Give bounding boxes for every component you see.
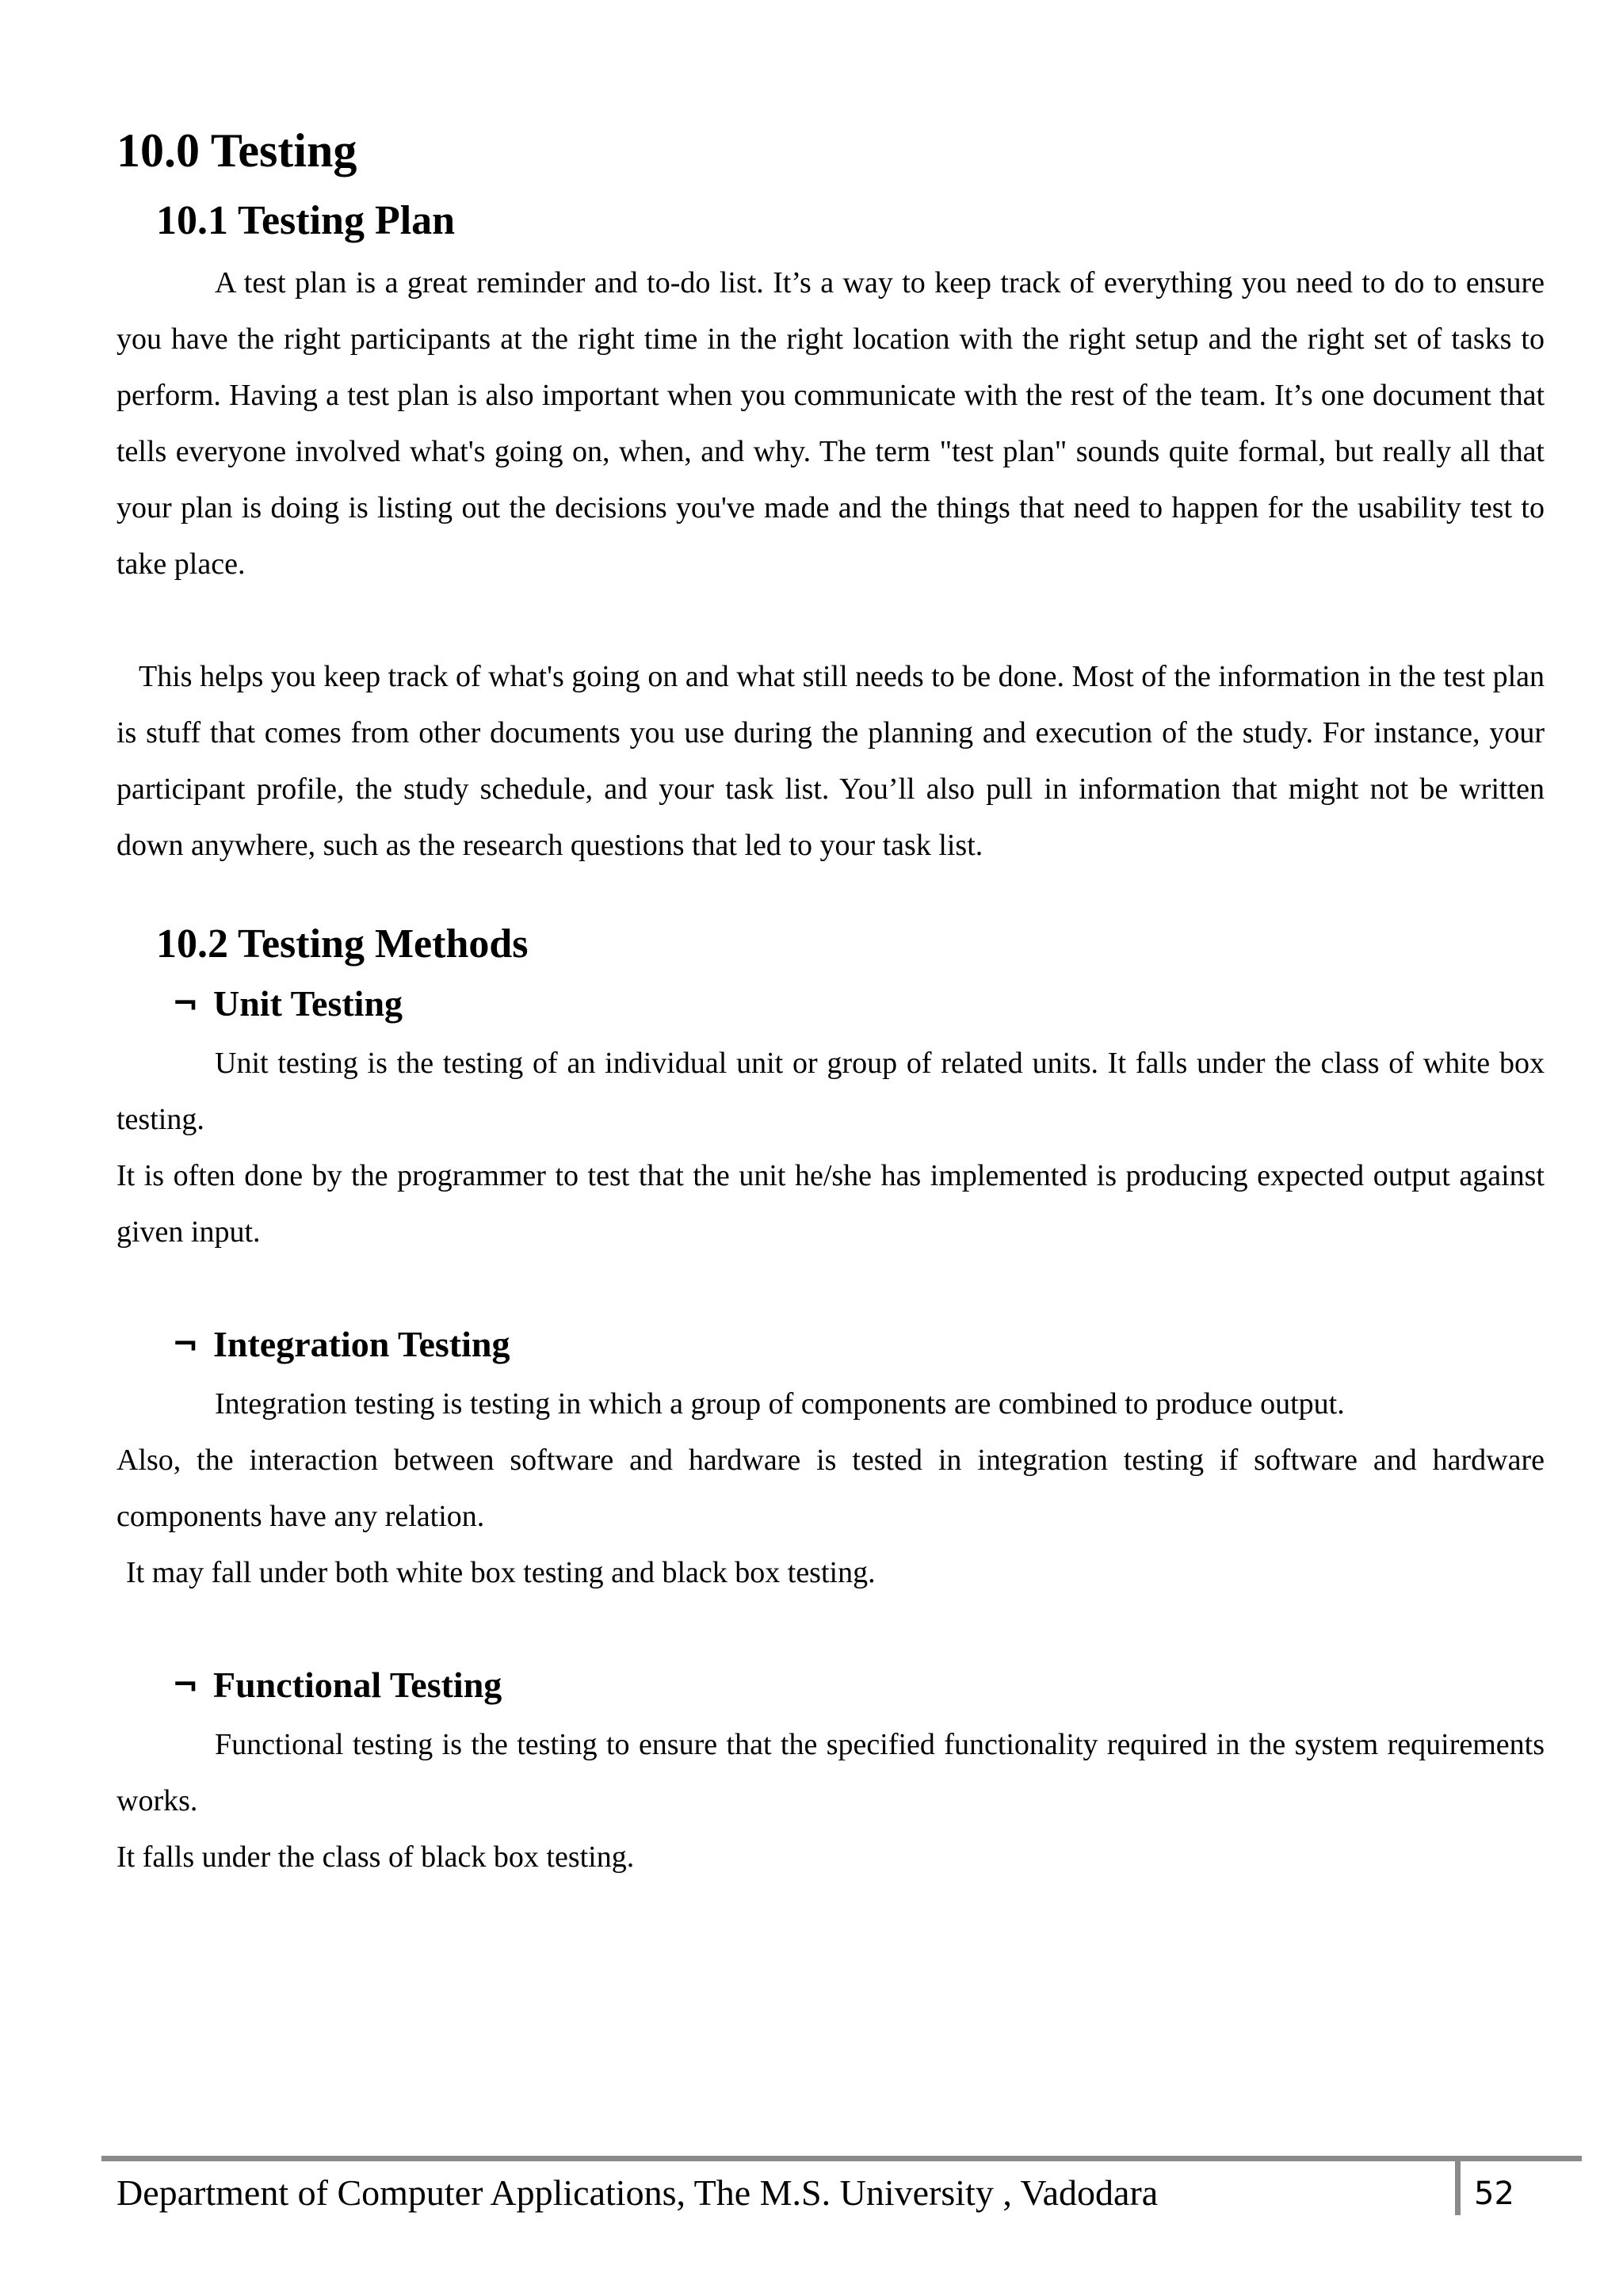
footer-divider: [101, 2156, 1582, 2161]
footer-department: Department of Computer Applications, The M.S. University , Vadodara: [116, 2172, 1159, 2213]
functional-testing-label: Functional Testing: [213, 1665, 502, 1705]
bullet-icon: ¬: [172, 1667, 199, 1703]
unit-testing-paragraph-1: Unit testing is the testing of an individual unit or group of related units. It falls under the class of white box testing.: [116, 1047, 1545, 1136]
unit-testing-label: Unit Testing: [213, 983, 403, 1024]
functional-testing-paragraph-1: Functional testing is the testing to ensure that the specified functionality required in the system requirements works.: [116, 1728, 1545, 1817]
section-heading-testing-methods: 10.2 Testing Methods: [156, 921, 529, 967]
integration-testing-label: Integration Testing: [213, 1324, 510, 1364]
section-heading-testing-plan: 10.1 Testing Plan: [156, 198, 456, 243]
subheading-functional-testing: [172, 1660, 1545, 1711]
paragraph-gap: [116, 593, 1545, 649]
page-number: 52: [1474, 2176, 1514, 2212]
testing-plan-paragraph-2: This helps you keep track of what's going on and what still needs to be done. Most of the information in the test plan is stuff that comes from other documents you use during the planning and execution of the study. For instance, your participant profile, the study schedule, and your task list. You’ll also pull in information that might not be written down anywhere, such as the research questions that led to your task list.: [116, 660, 1545, 862]
subheading-integration-testing: [172, 1319, 1545, 1370]
page-content: [116, 119, 1545, 1886]
unit-testing-paragraph-2: It is often done by the programmer to test that the unit he/she has implemented is producing expected output against given input.: [116, 1159, 1545, 1249]
footer-page-separator: [1455, 2161, 1461, 2215]
subheading-unit-testing: [172, 978, 1545, 1029]
bullet-icon: ¬: [172, 1326, 199, 1363]
integration-testing-paragraph-2: Also, the interaction between software and hardware is tested in integration testing if software and hardware components have any relation.: [116, 1444, 1545, 1533]
functional-testing-paragraph-2: It falls under the class of black box testing.: [116, 1840, 635, 1874]
testing-plan-paragraph-1: A test plan is a great reminder and to-do list. It’s a way to keep track of everything you need to do to ensure you have the right participants at the right time in the right location with the right setup and the right set of tasks to perform. Having a test plan is also important when you communicate with the rest of the team. It’s one document that tells everyone involved what's going on, when, and why. The term "test plan" sounds quite formal, but really all that your plan is doing is listing out the decisions you've made and the things that need to happen for the usability test to take place.: [116, 266, 1545, 581]
integration-testing-paragraph-1: Integration testing is testing in which a group of components are combined to produce output.: [215, 1387, 1345, 1421]
integration-testing-paragraph-3: It may fall under both white box testing and black box testing.: [126, 1556, 876, 1589]
chapter-title: 10.0 Testing: [116, 124, 357, 177]
bullet-icon: ¬: [172, 986, 199, 1022]
